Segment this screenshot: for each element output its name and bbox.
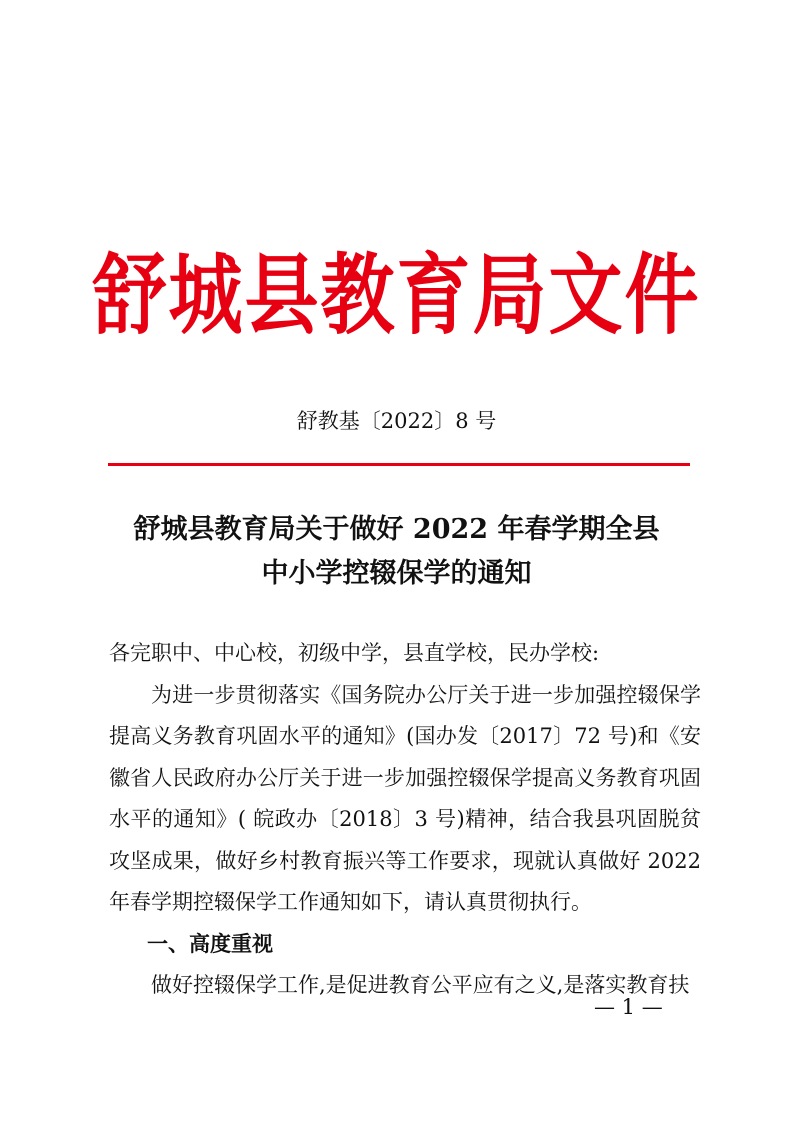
page-number: — 1 — — [594, 995, 663, 1019]
notice-title-line-1: 舒城县教育局关于做好 2022 年春学期全县 — [133, 514, 660, 545]
masthead-title: 舒城县教育局文件 — [92, 245, 701, 347]
paragraph-section-1: 做好控辍保学工作,是促进教育公平应有之义,是落实教育扶 — [151, 973, 690, 997]
section-heading-1: 一、高度重视 — [147, 931, 273, 956]
notice-title — [60, 508, 733, 596]
salutation: 各完职中、中心校，初级中学，县直学校，民办学校: — [109, 641, 600, 665]
notice-title-line-2: 中小学控辍保学的通知 — [261, 558, 532, 589]
paragraph-intro: 为进一步贯彻落实《国务院办公厅关于进一步加强控辍保学提高义务教育巩固水平的通知》(国办发〔2017〕72 号)和《安徽省人民政府办公厅关于进一步加强控辍保学提高义务教育巩固水平的通知》( 皖政办〔2018〕3 号)精神，结合我县巩固脱贫攻坚成果，做好乡村教育振兴等工作要求，现就认真做好 2022 年春学期控辍保学工作通知如下，请认真贯彻执行。 — [109, 682, 701, 914]
notice-body — [109, 633, 701, 1007]
document-number: 舒教基〔2022〕8 号 — [296, 409, 497, 433]
red-divider-line — [108, 463, 690, 466]
